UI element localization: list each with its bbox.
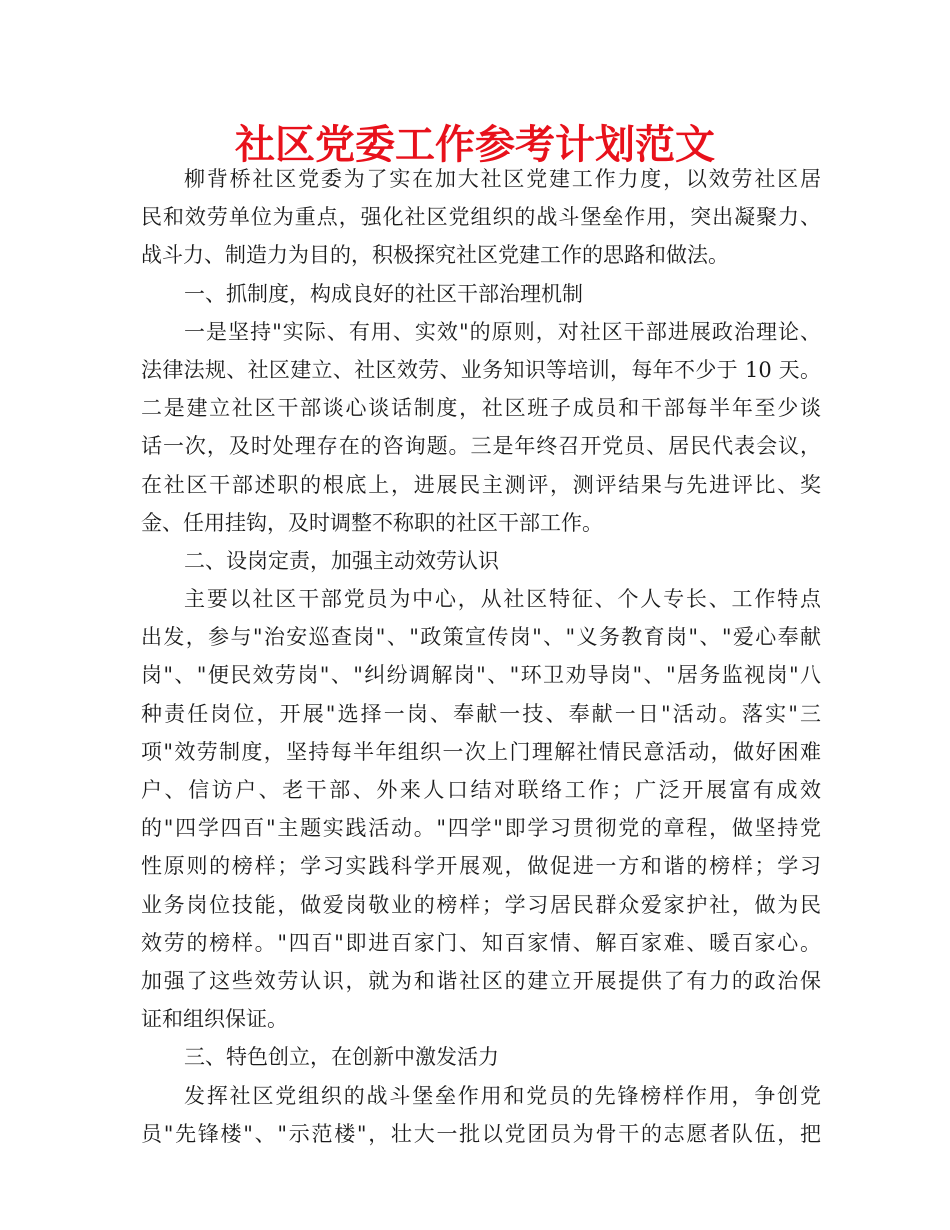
document-body [141, 160, 821, 1153]
text-line: 主要以社区干部党员为中心，从社区特征、个人专长、工作特点 [184, 587, 821, 612]
text-line: 民和效劳单位为重点，强化社区党组织的战斗堡垒作用，突出凝聚力、 [141, 205, 821, 230]
text-line: 战斗力、制造力为目的，积极探究社区党建工作的思路和做法。 [141, 243, 729, 268]
text-line: 话一次，及时处理存在的咨询题。三是年终召开党员、居民代表会议， [141, 434, 821, 459]
text-line: 发挥社区党组织的战斗堡垒作用和党员的先锋榜样作用，争创党 [184, 1083, 821, 1108]
text-line: 二是建立社区干部谈心谈话制度，社区班子成员和干部每半年至少谈 [141, 396, 821, 421]
document-title: 社区党委工作参考计划范文 [235, 122, 715, 168]
text-line: 户、信访户、老干部、外来人口结对联络工作；广泛开展富有成效 [141, 778, 821, 802]
text-line: 柳背桥社区党委为了实在加大社区党建工作力度，以效劳社区居 [184, 167, 821, 191]
text-line: 一是坚持"实际、有用、实效"的原则，对社区干部进展政治理论、 [184, 319, 821, 344]
text-line: 在社区干部述职的根底上，进展民主测评，测评结果与先进评比、奖 [141, 472, 821, 497]
text-line: 岗"、"便民效劳岗"、"纠纷调解岗"、"环卫劝导岗"、"居务监视岗"八 [141, 663, 821, 688]
text-line: 证和组织保证。 [141, 1007, 288, 1032]
text-line: 三、特色创立，在创新中激发活力 [184, 1045, 499, 1070]
text-line: 出发，参与"治安巡查岗"、"政策宣传岗"、"义务教育岗"、"爱心奉献 [141, 625, 821, 650]
text-line: 员"先锋楼"、"示范楼"，壮大一批以党团员为骨干的志愿者队伍，把 [141, 1121, 821, 1146]
text-line: 法律法规、社区建立、社区效劳、业务知识等培训，每年不少于 10 天。 [141, 357, 821, 382]
text-line: 种责任岗位，开展"选择一岗、奉献一技、奉献一日"活动。落实"三 [141, 701, 821, 726]
text-line: 效劳的榜样。"四百"即进百家门、知百家情、解百家难、暖百家心。 [141, 930, 821, 955]
text-line: 的"四学四百"主题实践活动。"四学"即学习贯彻党的章程，做坚持党 [141, 816, 821, 841]
text-line: 性原则的榜样；学习实践科学开展观，做促进一方和谐的榜样；学习 [141, 854, 821, 879]
text-line: 业务岗位技能，做爱岗敬业的榜样；学习居民群众爱家护社，做为民 [141, 892, 821, 917]
text-line: 项"效劳制度，坚持每半年组织一次上门理解社情民意活动，做好困难 [141, 739, 821, 764]
text-line: 加强了这些效劳认识，就为和谐社区的建立开展提供了有力的政治保 [141, 968, 821, 993]
text-line: 二、设岗定责，加强主动效劳认识 [184, 548, 499, 573]
text-line: 一、抓制度，构成良好的社区干部治理机制 [184, 281, 583, 306]
text-line: 金、任用挂钩，及时调整不称职的社区干部工作。 [141, 510, 603, 535]
